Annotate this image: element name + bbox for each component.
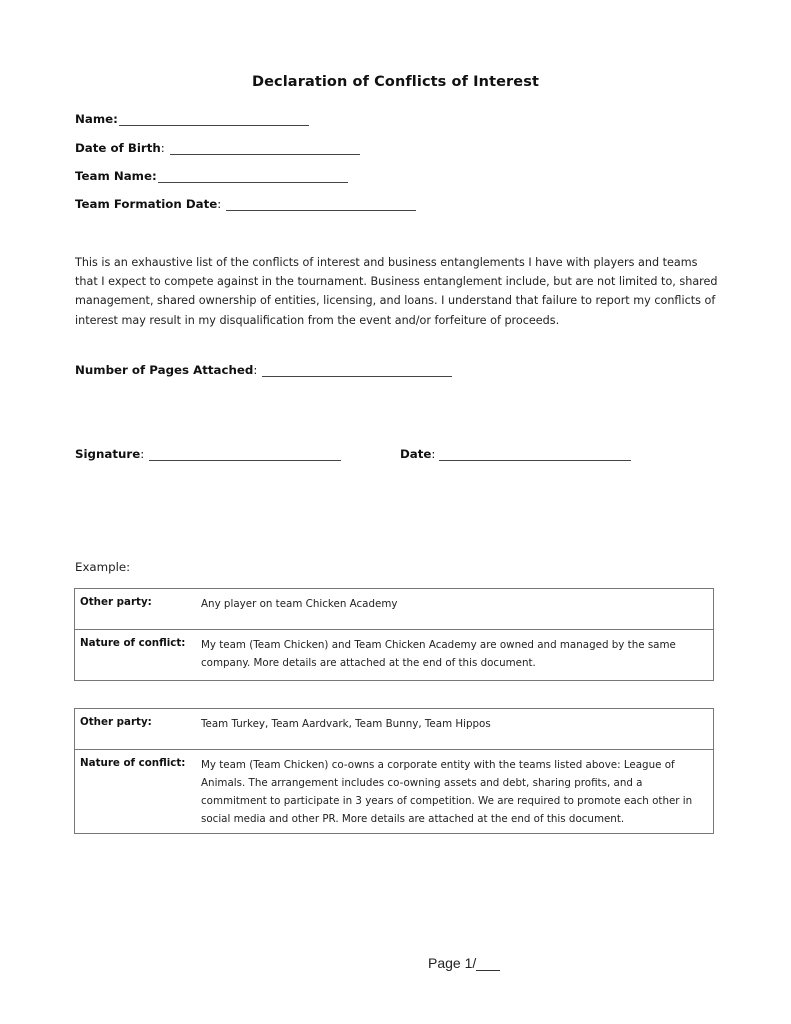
table-row-other-party (75, 709, 713, 749)
team-name-field (75, 169, 348, 183)
nature-of-conflict-label: Nature of conflict: (80, 757, 186, 769)
nature-of-conflict-value: My team (Team Chicken) co-owns a corporate entity with the teams listed above: League of Animals. The arrangement includes co-owning assets and debt, sharing profits, and a commitment to participate in 3 years of competition. We are required to promote each other in social media and other PR. More details are attached at the end of this document. (201, 759, 693, 825)
table-row-nature-of-conflict (75, 629, 713, 680)
table-row-nature-of-conflict (75, 749, 713, 833)
signature-field: Signature : (75, 447, 341, 461)
page-number-label: Page 1/ (428, 955, 477, 971)
team-formation-date-input-line[interactable] (226, 198, 416, 211)
total-pages-blank[interactable] (476, 956, 500, 971)
other-party-value: Team Turkey, Team Aardvark, Team Bunny, Team Hippos (201, 718, 491, 730)
pages-attached-label: Number of Pages Attached (75, 363, 254, 377)
pages-attached-input-line[interactable] (262, 364, 452, 377)
nature-of-conflict-value: My team (Team Chicken) and Team Chicken Academy are owned and managed by the same company. More details are attached at the end of this document. (201, 639, 676, 669)
name-label: Name: (75, 112, 118, 126)
nature-of-conflict-label: Nature of conflict: (80, 637, 186, 649)
example-table-1 (74, 588, 714, 681)
team-formation-date-label: Team Formation Date (75, 197, 218, 211)
date-of-birth-label: Date of Birth (75, 141, 161, 155)
date-of-birth-field: Date of Birth : (75, 141, 360, 155)
date-input-line[interactable] (439, 448, 631, 461)
example-table-2 (74, 708, 714, 834)
team-formation-date-field: Team Formation Date : (75, 197, 416, 211)
declaration-statement: This is an exhaustive list of the conflicts of interest and business entanglements I have with players and teams that I expect to compete against in the tournament. Business entanglement include, but are not limited to, shared management, shared ownership of entities, licensing, and loans. I understand that failure to report my conflicts of interest may result in my disqualification from the event and/or forfeiture of proceeds. (75, 256, 718, 327)
name-input-line[interactable] (119, 113, 309, 126)
page-number (428, 955, 500, 971)
name-field (75, 112, 309, 126)
other-party-value: Any player on team Chicken Academy (201, 598, 398, 610)
date-field: Date : (400, 447, 631, 461)
table-row-other-party (75, 589, 713, 629)
signature-input-line[interactable] (149, 448, 341, 461)
date-of-birth-input-line[interactable] (170, 142, 360, 155)
other-party-label: Other party: (80, 716, 152, 728)
signature-label: Signature (75, 447, 141, 461)
other-party-label: Other party: (80, 596, 152, 608)
document-title: Declaration of Conflicts of Interest (251, 74, 540, 90)
example-label: Example: (75, 560, 131, 574)
pages-attached-field: Number of Pages Attached : (75, 363, 452, 377)
team-name-input-line[interactable] (158, 170, 348, 183)
team-name-label: Team Name: (75, 169, 157, 183)
date-label: Date (400, 447, 432, 461)
